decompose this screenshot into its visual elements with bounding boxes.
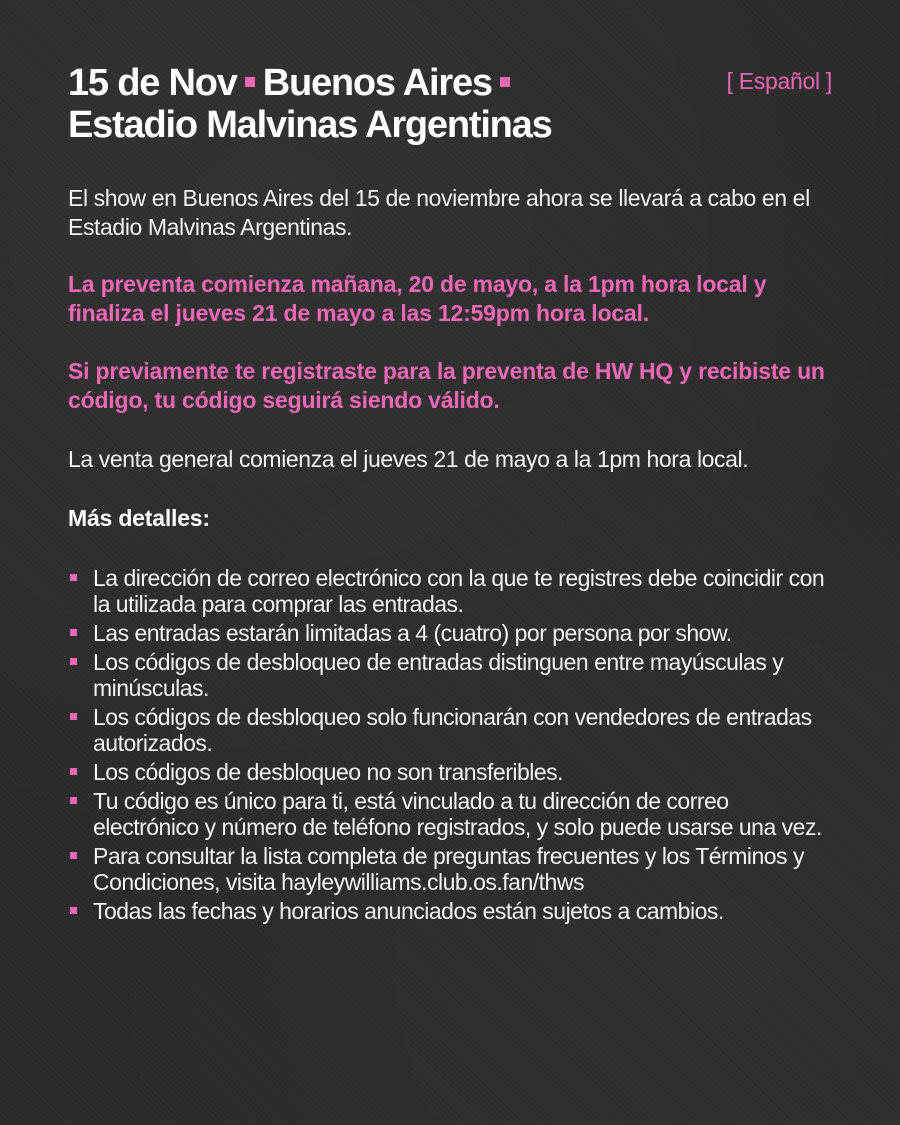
bullet-icon: [70, 574, 77, 581]
intro-paragraph: El show en Buenos Aires del 15 de noviembre ahora se llevará a cabo en el Estadio Malvinas Argentinas.: [68, 185, 810, 240]
list-item-text: Para consultar la lista completa de preguntas frecuentes y los Términos y Condiciones, visita hayleywilliams.club.os.fan/thws: [93, 843, 804, 895]
list-item: [68, 649, 832, 701]
bullet-icon: [70, 768, 77, 775]
header: [68, 62, 832, 146]
list-item: [68, 620, 832, 646]
general-sale-paragraph: La venta general comienza el jueves 21 de mayo a la 1pm hora local.: [68, 446, 749, 472]
list-item: [68, 788, 832, 840]
list-item-text: Todas las fechas y horarios anunciados están sujetos a cambios.: [93, 898, 724, 924]
presale-paragraph: La preventa comienza mañana, 20 de mayo, a la 1pm hora local y finaliza el jueves 21 de mayo a las 12:59pm hora local.: [68, 271, 767, 326]
language-tag: [ Español ]: [726, 68, 832, 94]
pink-square-separator-icon: [500, 77, 510, 87]
list-item-text: Las entradas estarán limitadas a 4 (cuatro) por persona por show.: [93, 620, 732, 646]
bullet-icon: [70, 852, 77, 859]
list-item: [68, 898, 832, 924]
bullet-icon: [70, 629, 77, 636]
list-item-text: La dirección de correo electrónico con la que te registres debe coincidir con la utilizada para comprar las entradas.: [93, 565, 825, 617]
bullet-icon: [70, 658, 77, 665]
list-item: [68, 759, 832, 785]
pink-square-separator-icon: [245, 77, 255, 87]
details-list: [68, 565, 832, 924]
list-item: [68, 843, 832, 895]
list-item: [68, 704, 832, 756]
list-item-text: Los códigos de desbloqueo de entradas distinguen entre mayúsculas y minúsculas.: [93, 649, 784, 701]
code-notice-paragraph: Si previamente te registraste para la preventa de HW HQ y recibiste un código, tu código seguirá siendo válido.: [68, 358, 825, 413]
details-heading: Más detalles:: [68, 505, 210, 531]
list-item-text: Los códigos de desbloqueo no son transferibles.: [93, 759, 564, 785]
bullet-icon: [70, 713, 77, 720]
list-item-text: Tu código es único para ti, está vinculado a tu dirección de correo electrónico y número de teléfono registrados, y solo puede usarse una vez.: [93, 788, 822, 840]
list-item-text: Los códigos de desbloqueo solo funcionarán con vendedores de entradas autorizados.: [93, 704, 812, 756]
title-date: 15 de Nov: [68, 62, 237, 104]
bullet-icon: [70, 907, 77, 914]
list-item: [68, 565, 832, 617]
bullet-icon: [70, 797, 77, 804]
title-venue: Estadio Malvinas Argentinas: [68, 104, 552, 146]
title-city: Buenos Aires: [262, 62, 492, 104]
page-title: [68, 62, 832, 146]
